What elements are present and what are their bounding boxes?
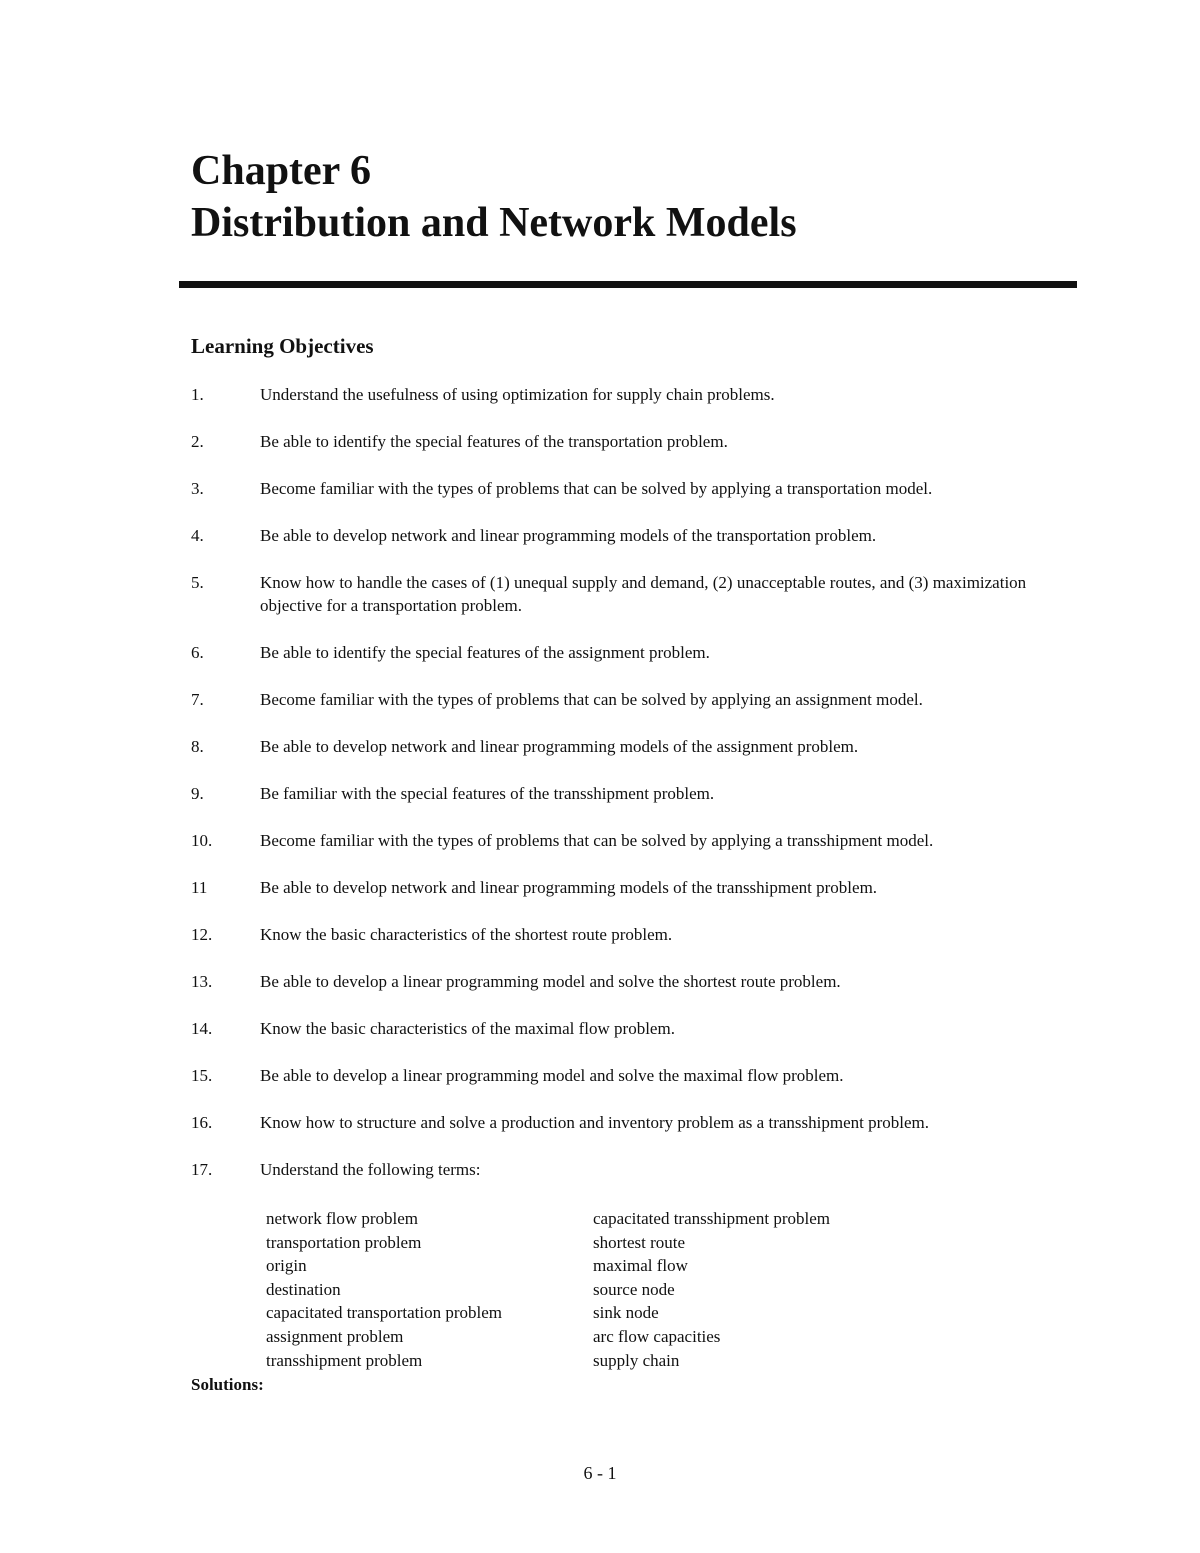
key-term: supply chain xyxy=(593,1350,680,1370)
objective-item xyxy=(191,383,1071,406)
key-term: capacitated transportation problem xyxy=(266,1303,503,1323)
objective-number: 3. xyxy=(191,479,204,498)
objective-text: Be able to develop network and linear programming models of the transportation problem. xyxy=(260,526,877,545)
objective-text: Be able to develop network and linear programming models of the transshipment problem. xyxy=(260,878,878,897)
objective-number: 2. xyxy=(191,432,204,451)
key-term: source node xyxy=(593,1279,675,1299)
objective-item xyxy=(191,782,1071,805)
objective-number: 6. xyxy=(191,643,204,662)
objective-number: 11 xyxy=(191,878,208,897)
key-term: arc flow capacities xyxy=(593,1326,721,1346)
objective-number: 14. xyxy=(191,1019,213,1038)
objective-number: 7. xyxy=(191,690,204,709)
key-term: capacitated transshipment problem xyxy=(593,1209,830,1228)
objective-text: Know how to structure and solve a production and inventory problem as a transshipment problem. xyxy=(260,1113,929,1132)
objective-text: Become familiar with the types of problems that can be solved by applying a transshipment model. xyxy=(260,831,934,850)
objective-text: Become familiar with the types of problems that can be solved by applying a transportation model. xyxy=(260,479,933,498)
objective-item xyxy=(191,829,1071,852)
objective-text: Understand the following terms: xyxy=(260,1160,481,1179)
objective-item xyxy=(191,1111,1071,1134)
objective-text: Know the basic characteristics of the shortest route problem. xyxy=(260,925,673,944)
page-number: 6 - 1 xyxy=(583,1463,617,1483)
objective-number: 5. xyxy=(191,573,204,592)
learning-objectives-list xyxy=(191,383,1071,1205)
objective-number: 1. xyxy=(191,385,204,404)
key-term: transportation problem xyxy=(266,1232,422,1252)
key-term: origin xyxy=(266,1256,307,1276)
key-term: network flow problem xyxy=(266,1209,419,1228)
key-term: shortest route xyxy=(593,1232,686,1252)
objective-number: 12. xyxy=(191,925,213,944)
objective-item xyxy=(191,1017,1071,1040)
objective-item xyxy=(191,970,1071,993)
key-term: transshipment problem xyxy=(266,1350,423,1370)
objective-text: Be able to develop a linear programming model and solve the maximal flow problem. xyxy=(260,1066,844,1085)
key-term: maximal flow xyxy=(593,1256,688,1276)
objective-item xyxy=(191,688,1071,711)
objective-number: 17. xyxy=(191,1160,213,1179)
objective-text: Know how to handle the cases of (1) unequal supply and demand, (2) unacceptable routes, and (3) maximization objective for a transportation problem. xyxy=(260,573,1027,615)
solutions-label: Solutions: xyxy=(191,1375,264,1394)
objective-text: Be able to develop a linear programming model and solve the shortest route problem. xyxy=(260,972,841,991)
objective-number: 16. xyxy=(191,1113,213,1132)
objective-number: 15. xyxy=(191,1066,213,1085)
objective-item xyxy=(191,477,1071,500)
objective-text: Be able to identify the special features of the transportation problem. xyxy=(260,432,728,451)
objective-text: Understand the usefulness of using optimization for supply chain problems. xyxy=(260,385,775,404)
key-term: sink node xyxy=(593,1303,659,1323)
objective-number: 4. xyxy=(191,526,204,545)
objective-text: Know the basic characteristics of the maximal flow problem. xyxy=(260,1019,675,1038)
objective-text: Become familiar with the types of problems that can be solved by applying an assignment model. xyxy=(260,690,923,709)
key-terms-right-column xyxy=(593,1207,830,1372)
objective-number: 10. xyxy=(191,831,213,850)
learning-objectives-heading: Learning Objectives xyxy=(191,334,374,358)
objective-number: 9. xyxy=(191,784,204,803)
objective-number: 13. xyxy=(191,972,213,991)
horizontal-rule-divider xyxy=(179,281,1077,288)
objective-item xyxy=(191,524,1071,547)
objective-item xyxy=(191,1064,1071,1087)
objective-text: Be able to identify the special features of the assignment problem. xyxy=(260,643,710,662)
chapter-subject: Distribution and Network Models xyxy=(191,200,797,246)
objective-item xyxy=(191,1158,1071,1181)
objective-item xyxy=(191,876,1071,899)
objective-text: Be familiar with the special features of the transshipment problem. xyxy=(260,784,715,803)
objective-number: 8. xyxy=(191,737,204,756)
objective-item xyxy=(191,923,1071,946)
key-term: assignment problem xyxy=(266,1326,404,1346)
key-term: destination xyxy=(266,1279,341,1299)
chapter-title: Chapter 6 xyxy=(191,148,372,194)
key-terms-left-column xyxy=(266,1207,502,1372)
objective-item xyxy=(191,735,1071,758)
objective-item xyxy=(191,641,1071,664)
objective-item xyxy=(191,571,1071,617)
objective-item xyxy=(191,430,1071,453)
objective-text: Be able to develop network and linear programming models of the assignment problem. xyxy=(260,737,859,756)
